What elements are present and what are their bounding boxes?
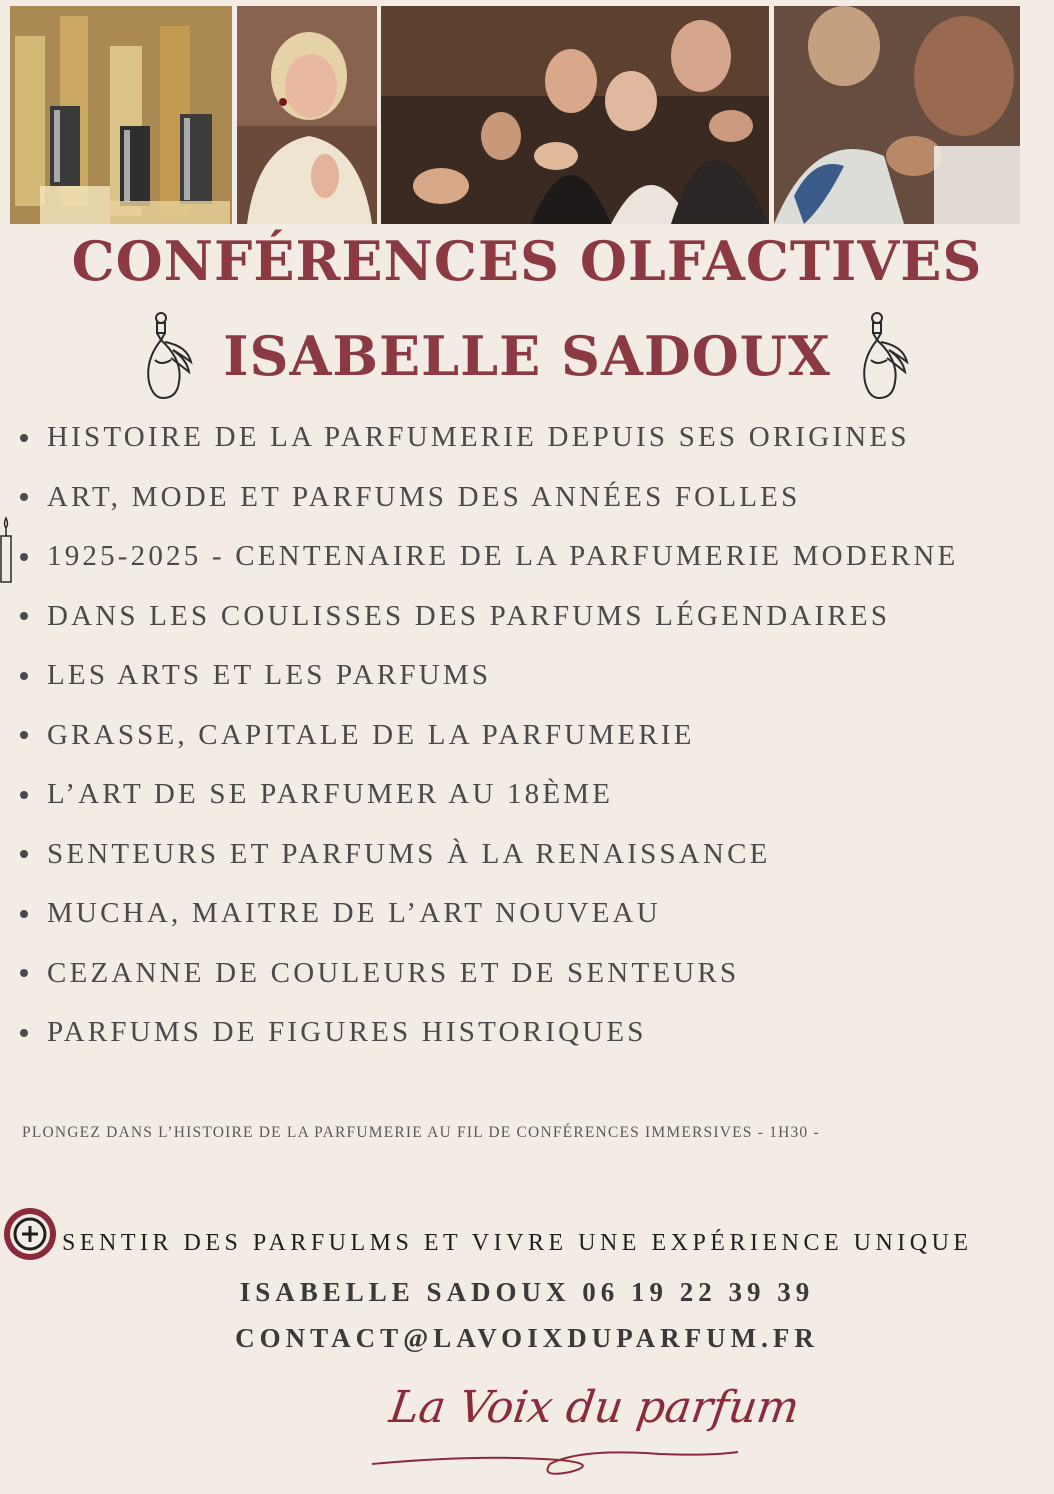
topic-list — [20, 408, 958, 1063]
list-item: SENTEURS ET PARFUMS À LA RENAISSANCE — [20, 825, 958, 885]
bullet — [20, 910, 28, 918]
bullet — [20, 612, 28, 620]
list-item: PARFUMS DE FIGURES HISTORIQUES — [20, 1003, 958, 1063]
list-item: 1925-2025 - CENTENAIRE DE LA PARFUMERIE MODERNE — [20, 527, 958, 587]
bullet — [20, 434, 28, 442]
list-item: HISTOIRE DE LA PARFUMERIE DEPUIS SES ORIGINES — [20, 408, 958, 468]
list-item: MUCHA, MAITRE DE L’ART NOUVEAU — [20, 884, 958, 944]
photo-perfume-bottles — [10, 6, 232, 224]
plus-circle-icon — [2, 1206, 58, 1262]
photo-audience-applause — [381, 6, 769, 224]
list-item: GRASSE, CAPITALE DE LA PARFUMERIE — [20, 706, 958, 766]
bullet — [20, 672, 28, 680]
list-item: CEZANNE DE COULEURS ET DE SENTEURS — [20, 944, 958, 1004]
page-title: CONFÉRENCES OLFACTIVES — [71, 229, 983, 293]
subtitle-row — [0, 306, 1054, 406]
page-subtitle: ISABELLE SADOUX — [223, 324, 831, 388]
bullet — [20, 969, 28, 977]
logo-text: La Voix du parfum — [386, 1382, 803, 1433]
contact-email[interactable]: CONTACT@LAVOIXDUPARFUM.FR — [235, 1323, 819, 1353]
bullet — [20, 791, 28, 799]
bullet — [20, 553, 28, 561]
list-item: DANS LES COULISSES DES PARFUMS LÉGENDAIRES — [20, 587, 958, 647]
bullet — [20, 850, 28, 858]
photo-strip — [10, 6, 1020, 224]
tagline: PLONGEZ DANS L’HISTOIRE DE LA PARFUMERIE AU FIL DE CONFÉRENCES IMMERSIVES - 1H30 - — [22, 1124, 820, 1141]
bullet — [20, 1029, 28, 1037]
candle-icon — [0, 516, 14, 584]
photo-isabelle-sadoux — [237, 6, 377, 224]
bullet — [20, 493, 28, 501]
call-to-action: SENTIR DES PARFULMS ET VIVRE UNE EXPÉRIENCE UNIQUE — [62, 1230, 973, 1256]
perfume-bottle-icon — [143, 310, 195, 402]
logo-swash — [360, 1368, 760, 1488]
contact-phone: ISABELLE SADOUX 06 19 22 39 39 — [239, 1277, 815, 1307]
bullet — [20, 731, 28, 739]
list-item: L’ART DE SE PARFUMER AU 18ÈME — [20, 765, 958, 825]
brand-logo — [360, 1368, 803, 1488]
perfume-bottle-icon — [859, 310, 911, 402]
list-item: ART, MODE ET PARFUMS DES ANNÉES FOLLES — [20, 468, 958, 528]
list-item: LES ARTS ET LES PARFUMS — [20, 646, 958, 706]
photo-smelling-perfume — [774, 6, 1020, 224]
